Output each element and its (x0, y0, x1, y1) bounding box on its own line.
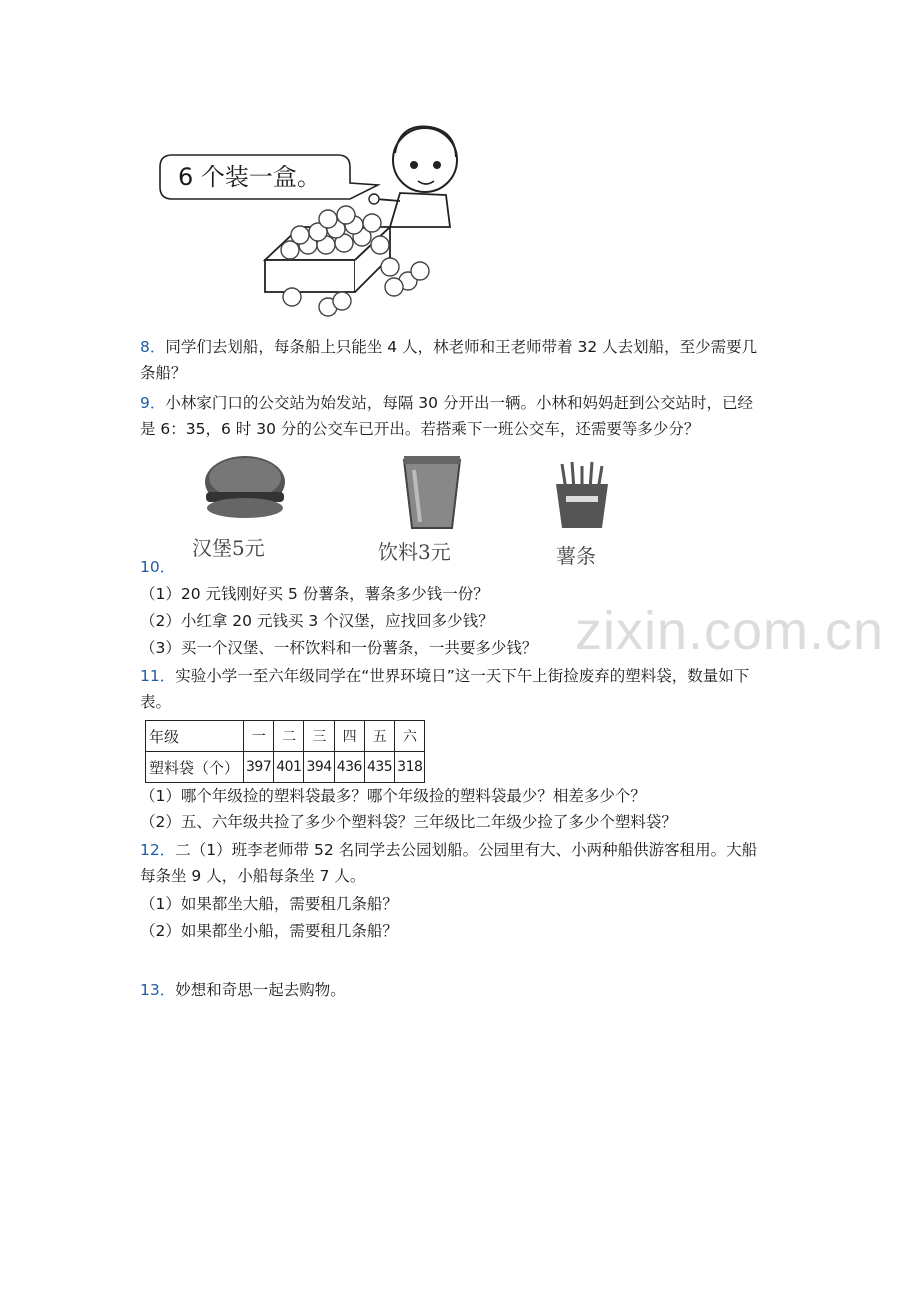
question-12-line2: 每条坐 9 人，小船每条坐 7 人。 (140, 867, 366, 885)
table-row (146, 752, 425, 783)
question-11-line1: 11．实验小学一至六年级同学在“世界环境日”这一天下午上街捡废弃的塑料袋，数量如下 (140, 667, 750, 685)
speech-text: 6 个装一盒。 (178, 163, 321, 191)
watermark: zixin.com.cn (575, 601, 885, 661)
question-9-number: 9． (140, 394, 166, 412)
question-8-line1: 8．同学们去划船，每条船上只能坐 4 人，林老师和王老师带着 32 人去划船，至少需要几 (140, 338, 758, 356)
boy-with-balls-illustration (150, 115, 470, 320)
drink-price-label: 饮料3元 (378, 540, 451, 564)
plastic-bag-table (145, 720, 425, 783)
table-cell: 一 (244, 721, 274, 752)
table-cell: 六 (395, 721, 425, 752)
table-cell: 435 (364, 752, 394, 783)
question-9-line1: 9．小林家门口的公交站为始发站，每隔 30 分开出一辆。小林和妈妈赶到公交站时，已经 (140, 394, 753, 412)
question-12-sub1: （1）如果都坐大船，需要租几条船？ (140, 895, 398, 913)
question-10-sub2: （2）小红拿 20 元钱买 3 个汉堡，应找回多少钱？ (140, 612, 494, 630)
question-12-line1: 12．二（1）班李老师带 52 名同学去公园划船。公园里有大、小两种船供游客租用。大船 (140, 841, 758, 859)
table-cell: 318 (395, 752, 425, 783)
table-cell: 394 (304, 752, 334, 783)
drink-cup-image (398, 452, 468, 532)
burger-image (200, 452, 290, 522)
question-11-number: 11． (140, 667, 176, 685)
burger-price-label: 汉堡5元 (192, 536, 265, 560)
question-9-line2: 是 6：35，6 时 30 分的公交车已开出。若搭乘下一班公交车，还需要等多少分？ (140, 420, 700, 438)
question-13: 13．妙想和奇思一起去购物。 (140, 981, 346, 999)
table-cell: 五 (364, 721, 394, 752)
table-cell: 401 (274, 752, 304, 783)
question-12-number: 12． (140, 841, 176, 859)
question-11-line2: 表。 (140, 693, 172, 711)
question-8-number: 8． (140, 338, 166, 356)
table-cell: 二 (274, 721, 304, 752)
table-cell: 397 (244, 752, 274, 783)
table-cell: 436 (334, 752, 364, 783)
table-cell: 四 (334, 721, 364, 752)
question-10-sub3: （3）买一个汉堡、一杯饮料和一份薯条，一共要多少钱？ (140, 639, 538, 657)
fries-label: 薯条 (556, 544, 596, 568)
fries-image (552, 460, 612, 530)
question-12-sub2: （2）如果都坐小船，需要租几条船？ (140, 922, 398, 940)
table-header-count: 塑料袋（个） (146, 752, 244, 783)
table-cell: 三 (304, 721, 334, 752)
table-row (146, 721, 425, 752)
question-13-number: 13． (140, 981, 176, 999)
question-8-line2: 条船？ (140, 364, 187, 382)
question-11-sub2: （2）五、六年级共捡了多少个塑料袋？三年级比二年级少捡了多少个塑料袋？ (140, 813, 677, 831)
boy-head (393, 128, 457, 192)
table-header-grade: 年级 (146, 721, 244, 752)
question-11-sub1: （1）哪个年级捡的塑料袋最多？哪个年级捡的塑料袋最少？相差多少个？ (140, 787, 646, 805)
question-10-number: 10． (140, 558, 176, 576)
question-10-sub1: （1）20 元钱刚好买 5 份薯条，薯条多少钱一份？ (140, 585, 489, 603)
